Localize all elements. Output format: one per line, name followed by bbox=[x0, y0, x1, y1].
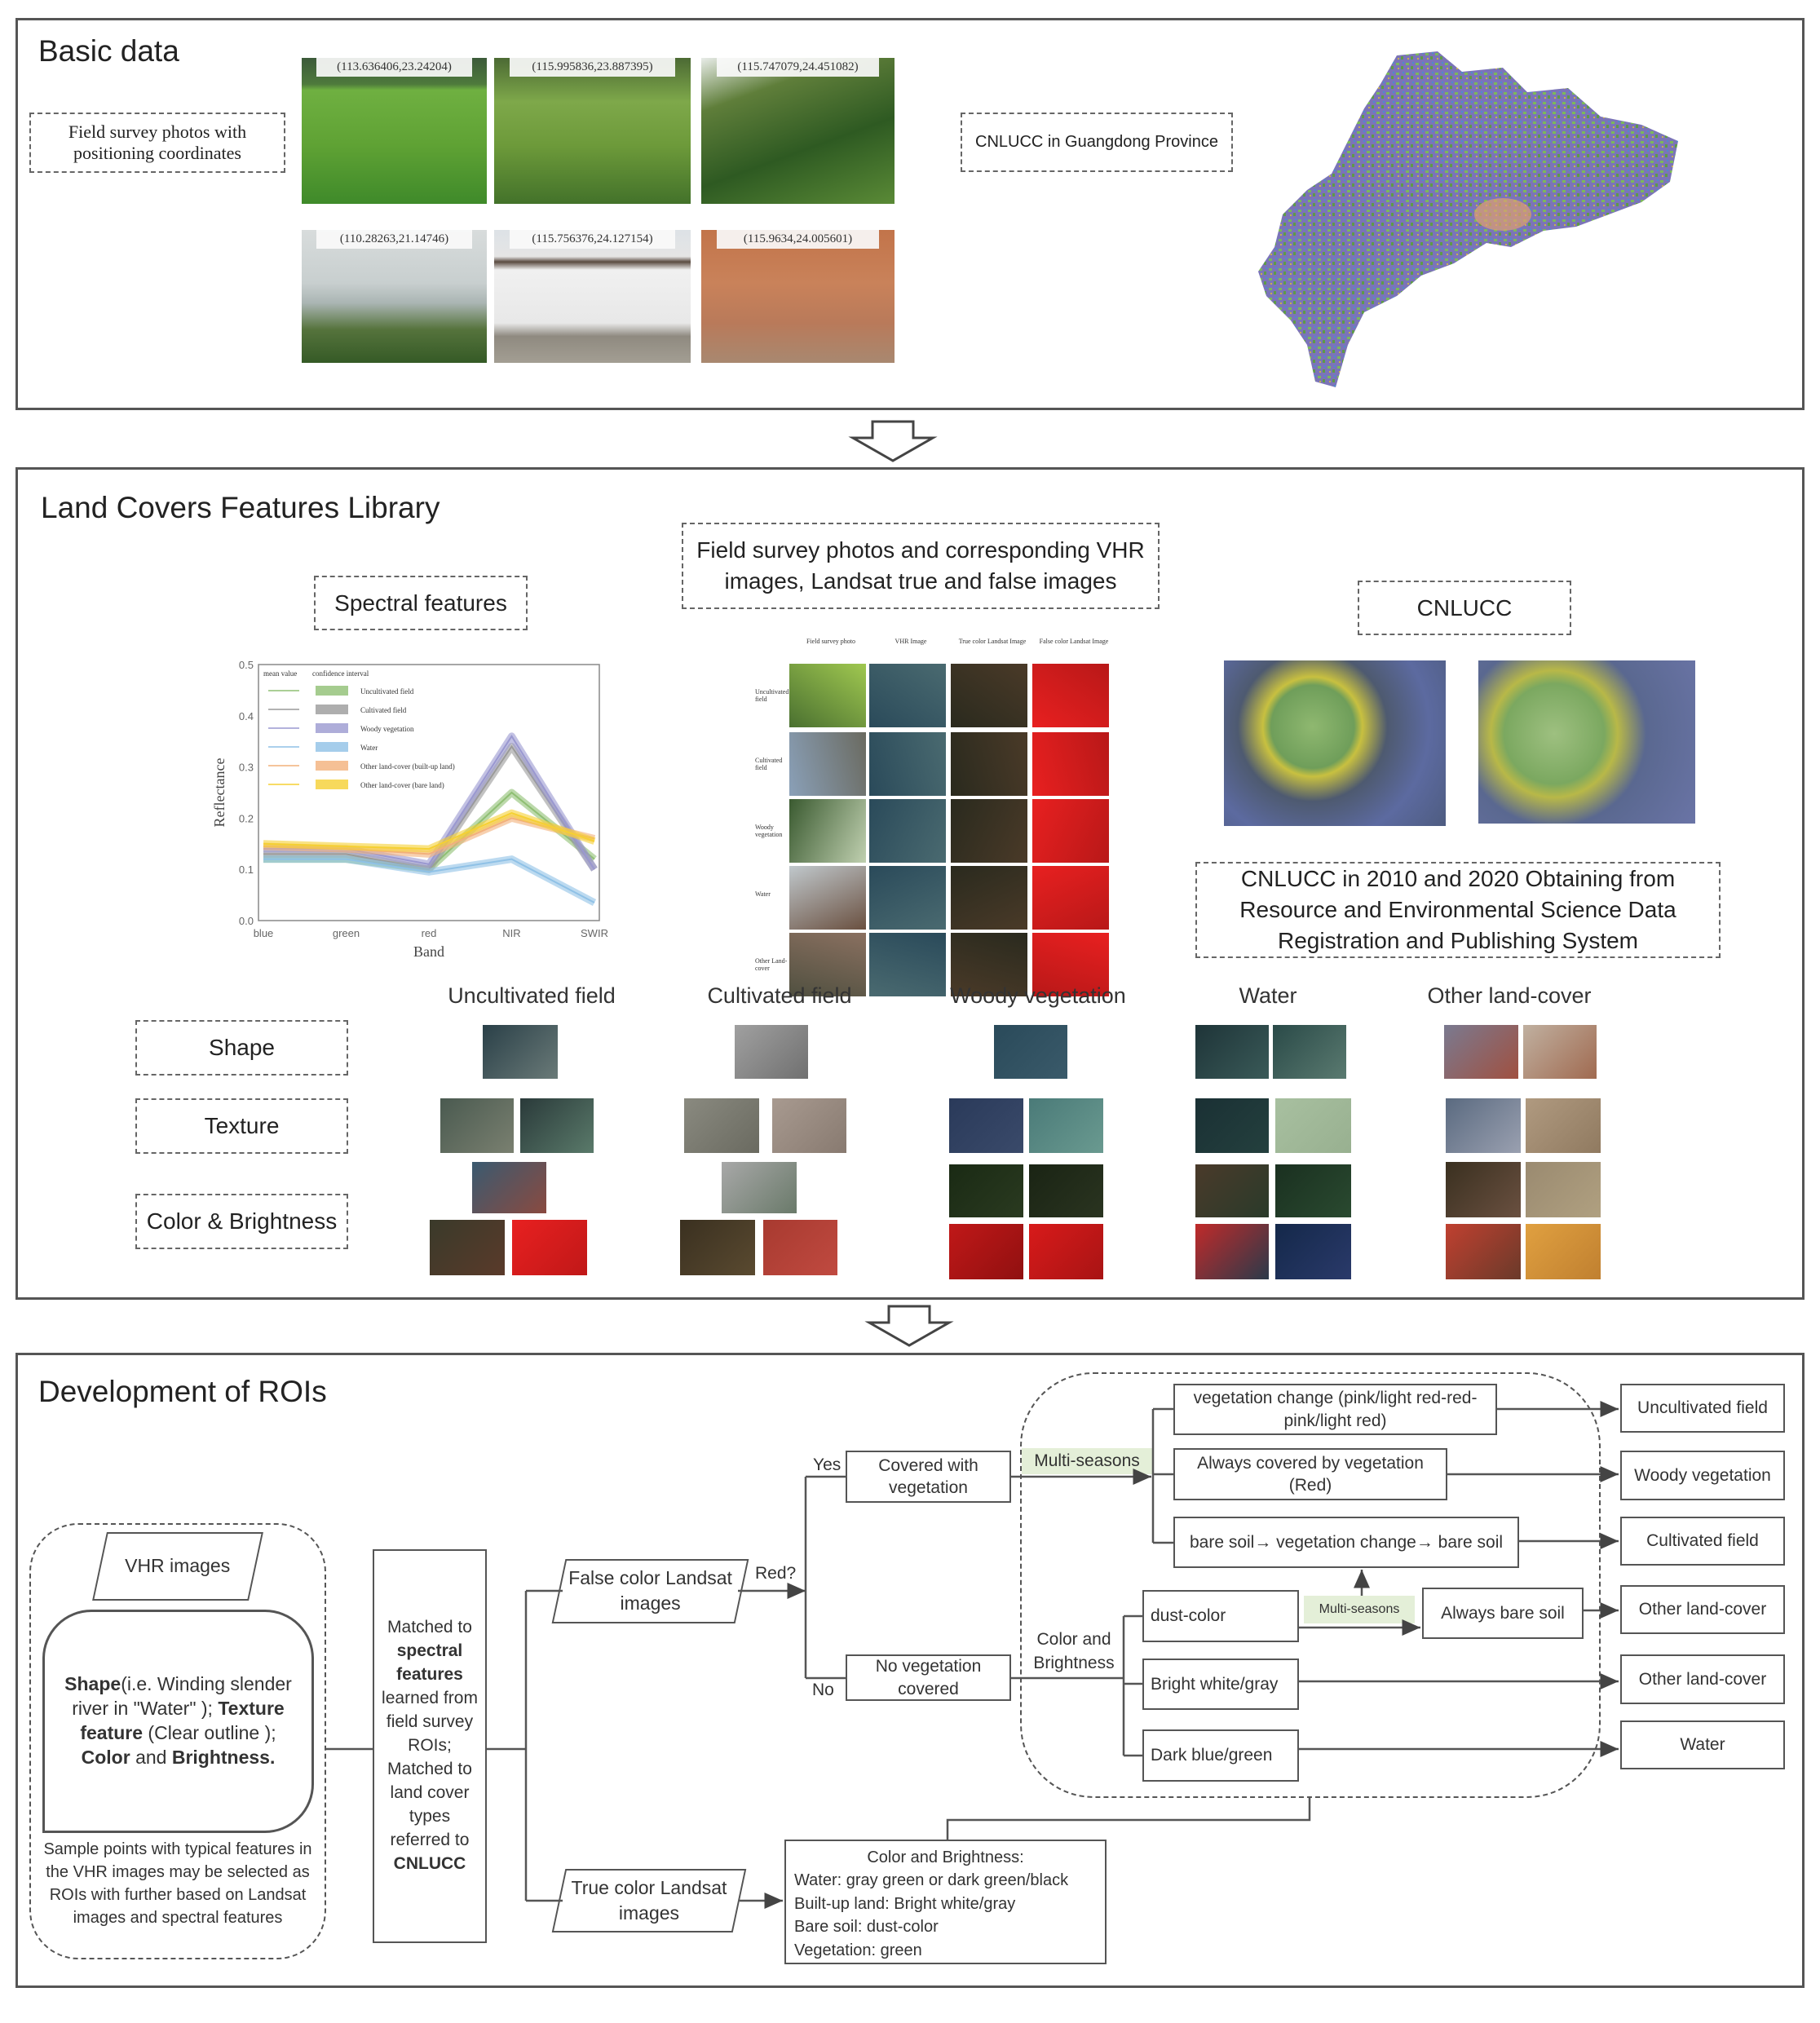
vhr-features-box bbox=[42, 1610, 314, 1833]
column-header-other: Other land-cover bbox=[1427, 983, 1592, 1008]
true-color-notes bbox=[784, 1840, 1107, 1964]
cnlucc-source-label: CNLUCC in 2010 and 2020 Obtaining from Resource and Environmental Science Data Registration and Publishing System bbox=[1195, 862, 1721, 958]
feature-thumbnail bbox=[684, 1098, 759, 1152]
legend-label: Uncultivated field bbox=[360, 687, 414, 696]
multi-seasons-label: Multi-seasons bbox=[1022, 1448, 1152, 1474]
x-tick-label: NIR bbox=[502, 927, 521, 939]
legend-swatch bbox=[316, 686, 348, 696]
guangdong-cnlucc-map bbox=[1258, 51, 1685, 387]
feature-thumbnail bbox=[949, 1164, 1024, 1217]
feature-thumbnail bbox=[1446, 1098, 1521, 1152]
shape-term: Shape bbox=[64, 1673, 121, 1695]
output-other-1: Other land-cover bbox=[1620, 1585, 1785, 1634]
notes-line: Water: gray green or dark green/black bbox=[794, 1871, 1069, 1890]
down-arrow-icon bbox=[864, 1305, 954, 1347]
feature-thumbnail bbox=[1029, 1098, 1104, 1152]
decision-group-dashed bbox=[1020, 1372, 1601, 1798]
feature-thumbnail bbox=[1444, 1025, 1517, 1079]
feature-thumbnail bbox=[994, 1025, 1067, 1079]
row-label-texture: Texture bbox=[135, 1098, 348, 1154]
x-tick-label: SWIR bbox=[581, 927, 608, 939]
column-header-woody: Woody vegetation bbox=[950, 983, 1126, 1008]
matched-bold: spectral features bbox=[396, 1641, 463, 1685]
sample-caption: Sample points with typical features in the VHR images may be selected as ROIs with further based on Landsat images and spectral features bbox=[43, 1840, 312, 1927]
column-header-uncultivated: Uncultivated field bbox=[448, 983, 616, 1008]
photo-coordinate: (113.636406,23.24204) bbox=[316, 58, 472, 77]
feature-thumbnail bbox=[1446, 1224, 1521, 1279]
output-uncultivated: Uncultivated field bbox=[1620, 1384, 1785, 1433]
legend-swatch bbox=[316, 780, 348, 789]
veg-change-node: vegetation change (pink/light red-red-pink/light red) bbox=[1173, 1384, 1497, 1435]
legend-header: confidence interval bbox=[312, 669, 369, 678]
false-color-node bbox=[552, 1559, 749, 1623]
dark-node: Dark blue/green bbox=[1142, 1729, 1299, 1782]
feature-thumbnail bbox=[1195, 1098, 1269, 1152]
legend-header: mean value bbox=[263, 669, 298, 678]
y-tick-label: 0.5 bbox=[238, 659, 254, 671]
y-axis-label: Reflectance bbox=[211, 758, 228, 828]
y-tick-label: 0.3 bbox=[238, 761, 254, 774]
feature-thumbnail bbox=[949, 1098, 1024, 1152]
photo-coordinate: (115.756376,24.127154) bbox=[510, 230, 674, 249]
feature-thumbnail bbox=[1029, 1224, 1104, 1279]
legend-label: Other land-cover (built-up land) bbox=[360, 762, 455, 771]
false-color-label: False color Landsat images bbox=[568, 1567, 732, 1614]
grid-image bbox=[951, 664, 1027, 727]
grid-image bbox=[1032, 866, 1109, 930]
x-tick-label: red bbox=[421, 927, 437, 939]
y-tick-label: 0.0 bbox=[238, 915, 254, 927]
matched-text: Matched to bbox=[387, 1618, 472, 1637]
cnlucc-2010-map bbox=[1224, 660, 1446, 826]
grid-image bbox=[869, 664, 946, 727]
feature-thumbnail bbox=[763, 1220, 838, 1275]
x-tick-label: green bbox=[332, 927, 360, 939]
cnlucc-guangdong-label: CNLUCC in Guangdong Province bbox=[961, 113, 1233, 172]
bare-cycle-node: bare soil→ vegetation change→ bare soil bbox=[1173, 1517, 1519, 1568]
basic-data-title: Basic data bbox=[38, 34, 179, 68]
field-vhr-label: Field survey photos and corresponding VHR images, Landsat true and false images bbox=[682, 523, 1160, 609]
grid-row-label: Woody vegetation bbox=[755, 824, 783, 838]
grid-image bbox=[951, 799, 1027, 863]
red-question-label: Red? bbox=[755, 1564, 797, 1583]
feature-thumbnail bbox=[483, 1025, 558, 1079]
grid-image bbox=[869, 866, 946, 930]
dust-color-node: dust-color bbox=[1142, 1590, 1299, 1642]
color-term: Color bbox=[81, 1746, 130, 1768]
field-survey-label: Field survey photos with positioning coordinates bbox=[29, 113, 285, 173]
and-text: and bbox=[130, 1746, 172, 1768]
row-label-shape: Shape bbox=[135, 1020, 348, 1076]
not-covered-node: No vegetation covered bbox=[846, 1654, 1011, 1701]
row-label-color-brightness: Color & Brightness bbox=[135, 1194, 348, 1249]
grid-row-label: Other Land-cover bbox=[755, 957, 788, 972]
output-woody: Woody vegetation bbox=[1620, 1451, 1785, 1500]
vhr-images-label: VHR images bbox=[125, 1555, 231, 1577]
cnlucc-label: CNLUCC bbox=[1358, 581, 1571, 635]
feature-thumbnail bbox=[1446, 1162, 1521, 1217]
grid-image bbox=[951, 866, 1027, 930]
true-color-label: True color Landsat images bbox=[571, 1876, 727, 1924]
grid-image bbox=[869, 732, 946, 796]
matched-cnlucc: CNLUCC bbox=[393, 1853, 466, 1873]
grid-image bbox=[789, 664, 866, 727]
multi-seasons-small-label: Multi-seasons bbox=[1304, 1596, 1415, 1623]
legend-label: Woody vegetation bbox=[360, 725, 414, 733]
legend-label: Other land-cover (bare land) bbox=[360, 781, 444, 789]
grid-image bbox=[1032, 664, 1109, 727]
grid-image bbox=[951, 732, 1027, 796]
vhr-image-grid bbox=[755, 633, 1115, 970]
notes-line: Bare soil: dust-color bbox=[794, 1918, 939, 1937]
y-tick-label: 0.4 bbox=[238, 709, 254, 722]
photo-coordinate: (110.28263,21.14746) bbox=[316, 230, 472, 249]
field-photo-building bbox=[494, 230, 691, 363]
feature-thumbnail bbox=[512, 1220, 587, 1275]
cnlucc-2020-map bbox=[1478, 660, 1695, 824]
feature-thumbnail bbox=[1273, 1025, 1346, 1079]
photo-coordinate: (115.747079,24.451082) bbox=[717, 58, 879, 77]
output-cultivated: Cultivated field bbox=[1620, 1517, 1785, 1566]
yes-label: Yes bbox=[813, 1455, 842, 1474]
spectral-chart bbox=[208, 648, 632, 966]
feature-thumbnail bbox=[430, 1220, 505, 1275]
grid-row-label: Uncultivated field bbox=[755, 688, 789, 703]
bright-node: Bright white/gray bbox=[1142, 1659, 1299, 1710]
feature-thumbnail bbox=[1526, 1224, 1601, 1279]
feature-thumbnail bbox=[1195, 1224, 1269, 1279]
feature-thumbnail bbox=[1526, 1162, 1601, 1217]
spectral-features-label: Spectral features bbox=[314, 576, 528, 630]
feature-thumbnail bbox=[1275, 1224, 1351, 1279]
legend-swatch bbox=[316, 723, 348, 733]
grid-header: False color Landsat Image bbox=[1039, 638, 1109, 645]
output-other-2: Other land-cover bbox=[1620, 1654, 1785, 1704]
feature-thumbnail bbox=[1195, 1164, 1269, 1217]
field-photo-bare-soil bbox=[701, 230, 895, 363]
library-title: Land Covers Features Library bbox=[41, 491, 440, 524]
feature-thumbnail bbox=[1275, 1164, 1351, 1217]
grid-image bbox=[1032, 732, 1109, 796]
grid-row-label: Water bbox=[755, 890, 771, 898]
column-header-cultivated: Cultivated field bbox=[707, 983, 852, 1008]
y-tick-label: 0.1 bbox=[238, 864, 254, 877]
feature-thumbnail bbox=[1195, 1025, 1269, 1079]
legend-swatch bbox=[316, 705, 348, 714]
feature-thumbnail bbox=[772, 1098, 847, 1152]
shape-desc: (i.e. Winding slender river in "Water" ); bbox=[72, 1673, 292, 1720]
vhr-images-node bbox=[92, 1532, 263, 1601]
grid-image bbox=[789, 866, 866, 930]
notes-title: Color and Brightness: bbox=[867, 1849, 1024, 1866]
field-photo-woodland bbox=[701, 58, 895, 204]
field-photo-rice bbox=[302, 58, 487, 204]
field-photo-water bbox=[302, 230, 487, 363]
notes-line: Built-up land: Bright white/gray bbox=[794, 1894, 1016, 1913]
photo-coordinate: (115.9634,24.005601) bbox=[717, 230, 879, 249]
legend-swatch bbox=[316, 761, 348, 771]
legend-swatch bbox=[316, 742, 348, 752]
feature-thumbnail bbox=[472, 1162, 546, 1213]
always-bare-node: Always bare soil bbox=[1422, 1588, 1584, 1639]
x-tick-label: blue bbox=[253, 927, 274, 939]
photo-coordinate: (115.995836,23.887395) bbox=[510, 58, 674, 77]
grid-image bbox=[789, 799, 866, 863]
feature-thumbnail bbox=[735, 1025, 808, 1079]
grid-image bbox=[789, 732, 866, 796]
column-header-water: Water bbox=[1239, 983, 1297, 1008]
field-photo-grass bbox=[494, 58, 691, 204]
always-covered-node: Always covered by vegetation (Red) bbox=[1173, 1448, 1447, 1500]
grid-header: True color Landsat Image bbox=[958, 638, 1027, 645]
texture-term: Texture feature bbox=[80, 1698, 285, 1743]
legend-label: Cultivated field bbox=[360, 706, 407, 714]
feature-thumbnail bbox=[722, 1162, 797, 1213]
down-arrow-icon bbox=[848, 420, 938, 462]
feature-thumbnail bbox=[1523, 1025, 1597, 1079]
legend-label: Water bbox=[360, 744, 378, 752]
color-brightness-label: Color and Brightness bbox=[1033, 1630, 1115, 1673]
grid-image bbox=[1032, 799, 1109, 863]
texture-desc: (Clear outline ); bbox=[143, 1722, 276, 1743]
true-color-node bbox=[552, 1869, 747, 1932]
grid-header: Field survey photo bbox=[806, 638, 855, 645]
feature-thumbnail bbox=[1275, 1098, 1351, 1152]
feature-thumbnail bbox=[949, 1224, 1024, 1279]
matched-text: learned from field survey ROIs; Matched to land cover types referred to bbox=[382, 1689, 478, 1849]
y-tick-label: 0.2 bbox=[238, 812, 254, 825]
covered-node: Covered with vegetation bbox=[846, 1451, 1011, 1503]
rois-title: Development of ROIs bbox=[38, 1375, 327, 1408]
grid-image bbox=[869, 799, 946, 863]
brightness-term: Brightness. bbox=[171, 1746, 276, 1768]
x-axis-label: Band bbox=[413, 943, 444, 960]
feature-thumbnail bbox=[1526, 1098, 1601, 1152]
feature-thumbnail bbox=[1029, 1164, 1104, 1217]
no-label: No bbox=[812, 1681, 834, 1699]
notes-line: Vegetation: green bbox=[794, 1941, 922, 1959]
grid-row-label: Cultivated field bbox=[755, 757, 783, 771]
feature-thumbnail bbox=[440, 1098, 514, 1152]
feature-thumbnail bbox=[520, 1098, 594, 1152]
output-water: Water bbox=[1620, 1720, 1785, 1769]
feature-thumbnail bbox=[680, 1220, 755, 1275]
grid-header: VHR Image bbox=[895, 638, 927, 645]
matched-box bbox=[373, 1549, 487, 1943]
